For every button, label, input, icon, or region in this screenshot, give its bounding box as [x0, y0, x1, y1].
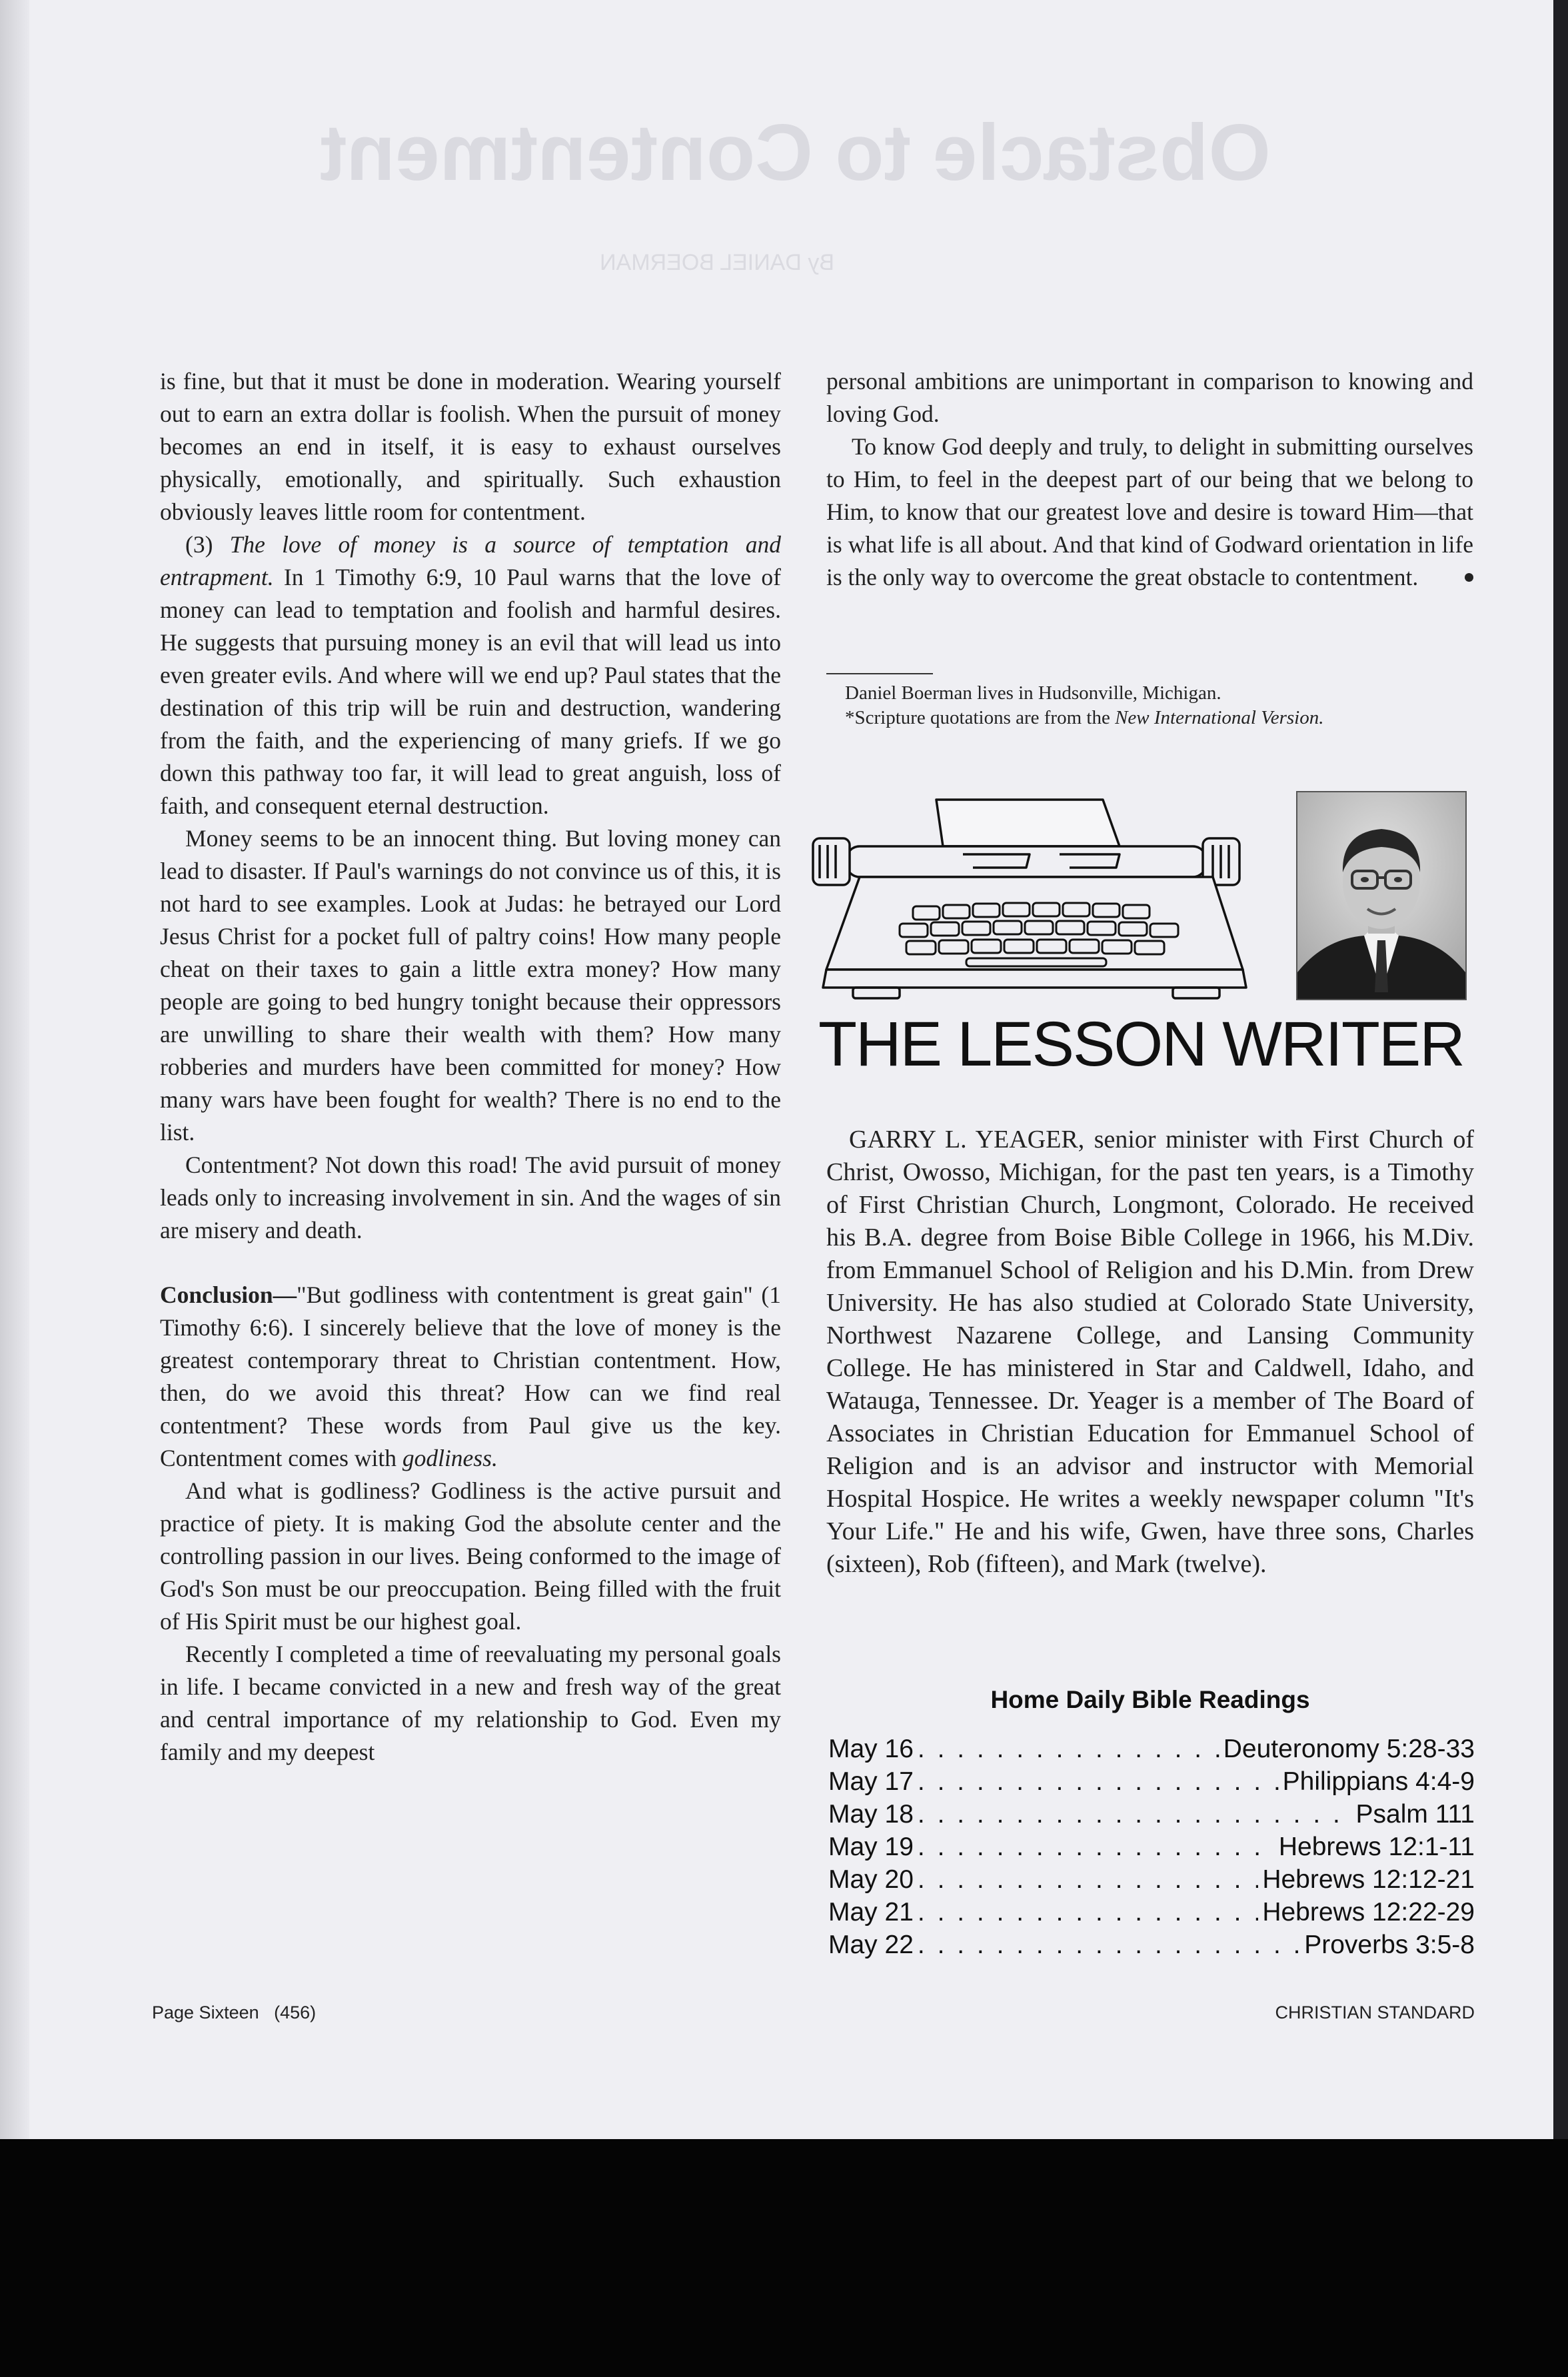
paragraph: And what is godliness? Godliness is the active pursuit and practice of piety. It is making God the absolute center and the controlling passion in our lives. Being conformed to the image of God's Son must be our preoccupation. Being filled with the fruit of His Spirit must be our highest goal.: [160, 1477, 781, 1635]
conclusion-label: Conclusion—: [160, 1281, 297, 1308]
bleed-through-byline: By DANIEL BOERMAN: [600, 250, 835, 275]
reading-passage: Philippians 4:4-9: [1282, 1767, 1475, 1796]
portrait-icon: [1297, 792, 1465, 999]
page-edge: [1553, 0, 1568, 2139]
conclusion-text: "But godliness with contentment is great gain" (1 Timothy 6:6). I sincerely believe that the love of money is the greatest contemporary threat to Christian contentment. How, then, do we avoid this threat? How can we find real contentment? These words from Paul give us the key. Contentment comes with: [160, 1281, 781, 1471]
paragraph: [826, 430, 1473, 594]
point-number: (3): [185, 531, 213, 558]
point-text: In 1 Timothy 6:9, 10 Paul warns that the love of money can lead to temptation and foolish and harmful desires. He suggests that pursuing money is an evil that will lead us into even greater evils. And where will we end up? Paul states that the destination of this trip will be ruin and destruction, wandering from the faith, and the experiencing of many griefs. If we go down this pathway too far, it will lead to great anguish, loss of faith, and consequent eternal destruction.: [160, 564, 781, 819]
closing-text: To know God deeply and truly, to delight in submitting ourselves to Him, to feel in the deepest part of our being that we belong to Him, to know that our greatest love and desire is toward Him—that is what life is all about. And that kind of Godward orientation in life is the only way to overcome the great obstacle to contentment.: [826, 433, 1473, 590]
readings-title: Home Daily Bible Readings: [990, 1686, 1310, 1713]
reading-passage: Psalm 111: [1355, 1800, 1475, 1829]
article-left-column: [160, 365, 781, 1769]
bleed-through-title: Obstacle to Contentment: [320, 108, 1271, 197]
paragraph: [160, 528, 781, 822]
paragraph: Contentment? Not down this road! The avid pursuit of money leads only to increasing involvement in sin. And the wages of sin are misery and death.: [160, 1152, 781, 1243]
scripture-note: *Scripture quotations are from the New International Version.: [845, 707, 1324, 728]
reading-passage: Proverbs 3:5-8: [1304, 1931, 1475, 1959]
author-note: Daniel Boerman lives in Hudsonville, Michigan.: [845, 682, 1221, 704]
section-heading: THE LESSON WRITER: [818, 1009, 1464, 1080]
reading-passage: Hebrews 12:22-29: [1262, 1898, 1475, 1927]
point-heading: The love of money is a source of temptation and entrapment.: [160, 531, 781, 590]
bible-readings-list: [828, 1733, 1475, 1961]
paragraph: personal ambitions are unimportant in comparison to knowing and loving God.: [826, 368, 1473, 427]
article-right-column: [826, 365, 1473, 594]
reading-row: [828, 1798, 1475, 1831]
reading-row: [828, 1733, 1475, 1765]
page-number: Page Sixteen (456): [152, 2002, 317, 2022]
reading-row: [828, 1896, 1475, 1929]
footnote-rule: [826, 673, 933, 674]
reading-passage: Hebrews 12:12-21: [1262, 1865, 1475, 1894]
footnotes: [845, 681, 1471, 730]
conclusion-emphasis: godliness.: [402, 1445, 498, 1471]
reading-date: May 18: [828, 1800, 914, 1829]
paragraph: Money seems to be an innocent thing. But loving money can lead to disaster. If Paul's warnings do not convince us of this, it is not hard to see examples. Look at Judas: he betrayed our Lord Jesus Christ for a pocket full of paltry coins! How many people cheat on their taxes to gain a little extra money? How many people are going to bed hungry tonight because their oppressors are unwilling to share their wealth with them? How many robberies and murders have been committed for money? How many wars have been fought for wealth? There is no end to the list.: [160, 825, 781, 1146]
page-gutter-shadow: [0, 0, 29, 2139]
paragraph: Recently I completed a time of reevaluating my personal goals in life. I became convicted in a new and fresh way of the great and central importance of my relationship to God. Even my family and my deepest: [160, 1641, 781, 1765]
reading-date: May 16: [828, 1735, 914, 1763]
reading-passage: Hebrews 12:1-11: [1278, 1833, 1475, 1861]
conclusion-paragraph: [160, 1279, 781, 1475]
end-mark-icon: [1465, 573, 1473, 582]
reading-date: May 22: [828, 1931, 914, 1959]
reading-passage: Deuteronomy 5:28-33: [1223, 1735, 1475, 1763]
reading-row: [828, 1831, 1475, 1863]
reading-row: [828, 1863, 1475, 1896]
author-portrait-photo: [1296, 791, 1467, 1000]
publication-name: CHRISTIAN STANDARD: [1275, 2002, 1475, 2022]
typewriter-illustration: [806, 793, 1279, 1003]
reading-date: May 17: [828, 1767, 914, 1796]
reading-row: [828, 1929, 1475, 1961]
reading-date: May 20: [828, 1865, 914, 1894]
paragraph: is fine, but that it must be done in moderation. Wearing yourself out to earn an extra dollar is foolish. When the pursuit of money becomes an end in itself, it is easy to exhaust ourselves physically, emotionally, and spiritually. Such exhaustion obviously leaves little room for contentment.: [160, 368, 781, 525]
reading-date: May 19: [828, 1833, 914, 1861]
reading-row: [828, 1765, 1475, 1798]
reading-date: May 21: [828, 1898, 914, 1927]
author-biography: GARRY L. YEAGER, senior minister with First Church of Christ, Owosso, Michigan, for the past ten years, is a Timothy of First Christian Church, Longmont, Colorado. He received his B.A. degree from Boise Bible College in 1966, his M.Div. from Emmanuel School of Religion and his D.Min. from Drew University. He has also studied at Colorado State University, Northwest Nazarene College, and Lansing Community College. He has ministered in Star and Caldwell, Idaho, and Watauga, Tennessee. Dr. Yeager is a member of The Board of Associates in Christian Education for Emmanuel School of Religion and is an advisor and instructor with Memorial Hospital Hospice. He writes a weekly newspaper column "It's Your Life." He and his wife, Gwen, have three sons, Charles (sixteen), Rob (fifteen), and Mark (twelve).: [826, 1126, 1474, 1578]
